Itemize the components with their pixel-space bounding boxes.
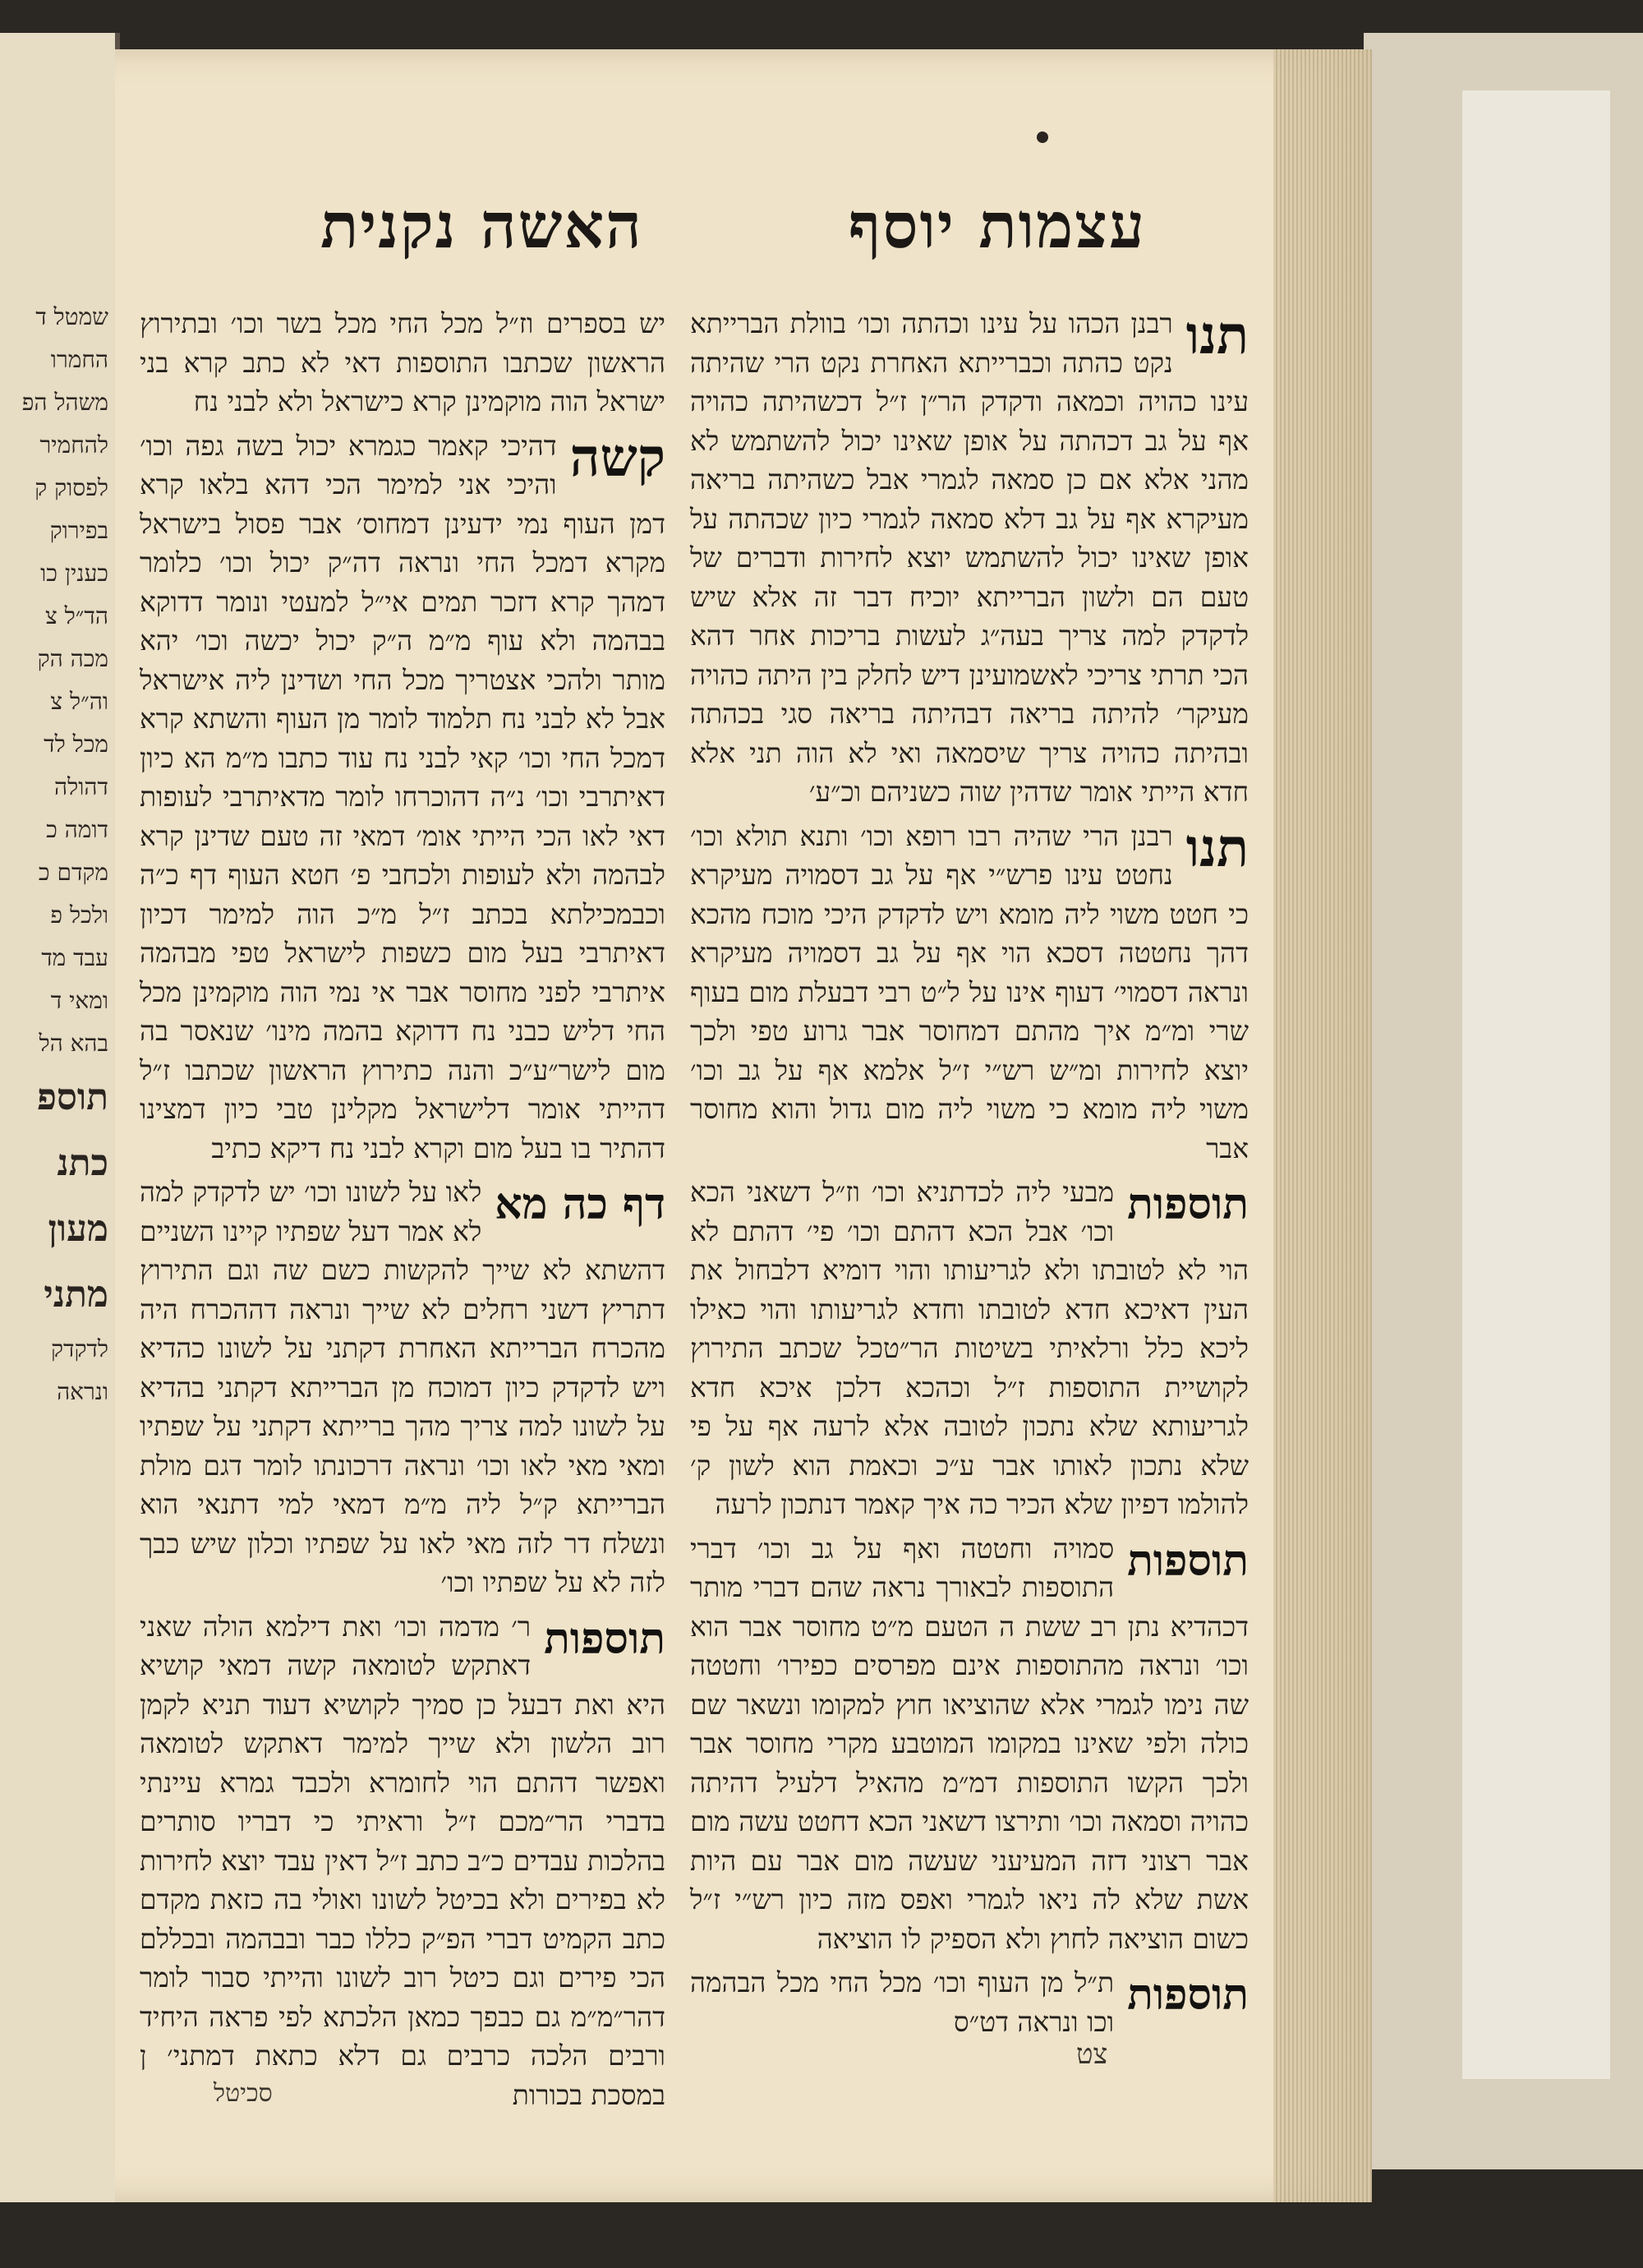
commentary-text: דהיכי קאמר כגמרא יכול בשה גפה וכו׳ והיכי אני למימר הכי דהא בלאו קרא דמן העוף נמי ידעינן דמחוס׳ אבר פסול בישראל מקרא דמכל החי ונראה דה״ק יכול וכו׳ כלומר דמהך קרא דזכר תמים אי״ל למעטי ונומר דדוקא בבהמה ולא עוף מ״מ ה״ק יכול יכשה וכו׳ יהא מותר ולהכי אצטריך מכל החי ושדינן ליה אישראל אבל לא לבני נח תלמוד לומר מן העוף והשתא קרא דמכל החי וכו׳ קאי לבני נח עוד כתבו מ״מ הא כיון דאיתרבי וכו׳ נ״ה דהוכרחו לומר מדאיתרבי לעופות דאי לאו הכי הייתי אומ׳ דמאי זה טעם שדינן קרא לבהמה ולא לעופות ולכחבי פ׳ חטא העוף דף כ״ה וכבמכילתא בכתב ז״ל מ״כ הוה למימר דכיון דאיתרבי בעל מום כשפות לישראל טפי מבהמה איתרבי לפני מחוסר אבר אי נמי הוה מוקמינן מכל החי דליש כבני נח דדוקא בהמה מינו׳ שנאסר בה מום לישר״ע״כ והנה כתירוץ הראשון שכתבו ז״ל דהייתי אומר דלישראל מקלינן טבי כיון דמצינו דהתיר בו בעל מום וקרא לבני נח דיקא כתיב xyxy=(140,429,665,1164)
facing-heading: כתנ xyxy=(57,1142,108,1184)
commentary-block xyxy=(690,817,1249,1169)
facing-line: לפסוק ק xyxy=(35,474,108,501)
running-header xyxy=(115,189,1273,279)
commentary-block xyxy=(690,1963,1249,2041)
section-marker: תנו xyxy=(1185,305,1249,366)
header-left-title: האשה נקנית xyxy=(320,189,643,262)
facing-line: שמטל ד xyxy=(35,303,108,330)
facing-line: מכל לד xyxy=(44,731,108,758)
commentary-text: ת״ל מן העוף וכו׳ מכל החי מכל הבהמה וכו ונראה דט״ס xyxy=(690,1966,1115,2038)
commentary-text: ר׳ מדמה וכו׳ ואת דילמא הולה שאני דאתקש לטומאה קשה דמאי קושיא היא ואת דבעל כן סמיך לקושיא דעוד תניא לקמן רוב הלשון ולא שייך למימר דאתקש לטומאה ואפשר דהתם הוי לחומרא ולכבד גמרא עיינתי בדברי הר״מכם ז״ל וראיתי כי דבריו סותרים בהלכות עבדים כ״ב כתב ז״ל דאין עבד יוצא לחירות לא בפירים ולא בכיטל לשונו ואולי בה כזאת מקדם כתב הקמיט דברי הפ״ק כללו כבר ובבהמה ובכללם הכי פירים וגם כיטל רוב לשונו והייתי סבור לומר דהר״מ״מ גם כבפך כמאן הלכתא לפי פראה היחיד ורבים הלכה כרבים גם דלא כתאת דמתני׳ ן במסכת בכורות xyxy=(140,1610,665,2111)
facing-page-edge xyxy=(0,33,120,2202)
facing-line: וה״ל צ xyxy=(50,688,108,715)
commentary-text: רבנן הרי שהיה רבו רופא וכו׳ ותנא תולא וכו׳ נחטט עינו פרש״י אף על גב דסמויה מעיקרא כי חטט משוי ליה מומא ויש לדקדק היכי מוכח מהכא דהך נחטטה דסכא הוי אף על גב דסמויה מעיקרא ונראה דסמוי׳ דעוף אינו על ל״ט רבי דבעלת מום בעוף שרי ומ״מ איך מהתם דמחוסר אבר גרוע טפי ולכך יוצא לחירות ומ״ש רש״י ז״ל אלמא אף על גב וכו׳ משוי ליה מומא כי משוי ליה מום גדול והוא מחוסר אבר xyxy=(690,819,1249,1164)
section-marker: תוספות xyxy=(1127,1535,1249,1586)
section-marker: דף כה מא xyxy=(495,1179,665,1229)
facing-line: ולכל פ xyxy=(50,901,108,929)
facing-line: בהא הל xyxy=(39,1030,108,1057)
commentary-block xyxy=(140,1173,665,1602)
facing-heading: תוספ xyxy=(36,1076,108,1118)
folio-number: צט xyxy=(1076,2038,1108,2071)
facing-line: משהל הפ xyxy=(21,389,108,416)
section-marker: קשה xyxy=(569,426,665,489)
section-marker: תוספות xyxy=(544,1613,665,1664)
facing-line: לדקדק xyxy=(51,1335,108,1362)
facing-line: בפירוק xyxy=(49,517,108,544)
facing-line: דומה כ xyxy=(46,816,108,843)
facing-line: ומאי ד xyxy=(50,987,108,1014)
section-marker: תוספות xyxy=(1127,1970,1249,2020)
header-right-title: עצמות יוסף xyxy=(848,189,1146,262)
page-fore-edge xyxy=(1273,49,1372,2202)
commentary-text: לאו על לשונו וכו׳ יש לדקדק למה לא אמר דעל שפתיו קיינו השניים דהשתא לא שייך להקשות כשם שה וגם התירוץ דתריץ דשני רחלים לא שייך ונראה דההכרח היה מהכרח הברייתא האחרת דקתני על לשונו כהדיא ויש לדקדק כיון דמוכח מן הברייתא דקתני בהדיא על לשונו למה צריך מהך ברייתא דקתני על שפתיו ומאי מאי לאו וכו׳ ונראה דרכונתו לומר דגם מולת הברייתא ק״ל ליה מ״מ דמאי למי דתנאי הוא ונשלח דר לזה מאי לאו על שפתיו וכלון שיש כבך לזה לא על שפתיו וכו׳ xyxy=(140,1176,665,1598)
commentary-block xyxy=(140,304,665,422)
facing-heading: מתני xyxy=(44,1274,108,1316)
commentary-text: יש בספרים וז״ל מכל החי מכל בשר וכו׳ ובתירוץ הראשון שכתבו התוספות דאי לא כתב קרא בני ישראל הוה מוקמינן קרא כישראל ולא לבני נח xyxy=(140,307,665,417)
facing-line: ונראה xyxy=(57,1378,108,1405)
commentary-block xyxy=(690,1529,1249,1959)
ornament-dot xyxy=(1037,131,1048,143)
facing-page-text xyxy=(0,33,115,1413)
commentary-text: מבעי ליה לכדתניא וכו׳ וז״ל דשאני הכא וכו׳ אבל הכא דהתם וכו׳ פי׳ דהתם לא הוי לא לטובתו ולא לגריעותו והוי דומיא דלבחול את העין דאיכא חדא לטובתו וחדא לגריעותו והוי כאילו ליכא כלל ורלאיתי בשיטות הר״טכל שכתב התירוץ לקושיית התוספות ז״ל וכהכא דלכן איכא חדא לגריעותא שלא נתכון לטובה אלא לרעה אף על פי שלא נתכון לאותו אבר ע״כ וכאמת הוא לשון ק׳ להולמו דפיון שלא הכיר כה איך קאמר דנתכון לרעה xyxy=(690,1176,1249,1520)
facing-line: הד״ל צ xyxy=(45,602,108,629)
section-marker: תנו xyxy=(1185,817,1249,879)
commentary-block xyxy=(140,426,665,1169)
facing-line: דהולה xyxy=(54,773,108,800)
cover-paper xyxy=(1462,90,1610,2079)
commentary-block xyxy=(690,304,1249,812)
facing-line: מכה הק xyxy=(37,645,108,672)
cover-board xyxy=(1364,33,1643,2169)
commentary-block xyxy=(690,1173,1249,1524)
facing-line: להחמיר xyxy=(39,431,108,459)
commentary-block xyxy=(140,1607,665,2115)
facing-line: כענין כו xyxy=(40,560,108,587)
section-marker: תוספות xyxy=(1127,1179,1249,1229)
right-text-column xyxy=(690,304,1249,2041)
facing-heading: מעון xyxy=(48,1208,108,1250)
facing-line: החמרו xyxy=(50,346,108,373)
commentary-text: רבנן הכהו על עינו וכהתה וכו׳ בוולת הברייתא נקט כהתה וכברייתא האחרת נקט הרי שהיתה עינו כהויה וכמאה ודקדק הר״ן ז״ל דכשהיתה כהויה אף על גב דכהתה על אופן שאינו יכול להשתמש לא מהני אלא אם כן סמאה לגמרי אבל כשהיתה בריאה מעיקרא אף על גב דלא סמאה לגמרי כיון שכהתה על אופן שאינו יכול להשתמש יוצא לחירות ודברים של טעם הם ולשון הברייתא יוכיח דבר זה אלא שיש לדקדק למה צריך בעה״ג לעשות בריכות אחר דהא הכי תרתי צריכי לאשמועינן דיש לחלק בין היתה כהויה מעיקר׳ להיתה בריאה דבהיתה בריאה סגי בכהתה ובהיתה כהויה צריך שיסמאה ואי לא הוה תני אלא חדא הייתי אומר שדהין שוה כשניהם וכ״ע׳ xyxy=(690,307,1249,808)
book-page xyxy=(115,49,1372,2202)
facing-line: עבד מד xyxy=(41,944,108,971)
commentary-text: סמויה וחטטה ואף על גב וכו׳ דברי התוספות לבאורך נראה שהם דברי מותר דכהדיא נתן רב ששת ה הטעם מ״ט מחוסר אבר הוא וכו׳ ונראה מהתוספות אינם מפרסים כפירו׳ וחטטה שה נימו לגמרי אלא שהוציאו חוץ למקומו ונשאר שם כולה ולפי שאינו במקומו המוטבע מקרי מחוסר אבר ולכך הקשו התוספות דמ״מ מהאיל דלעיל דהיתה כהויה וסמאה וכו׳ ותירצו דשאני הכא דחטט עשה מום אבר רצוני דזה המעיעני שעשה מום אבר עם היות אשת שלא לה ניאו לגמרי ואפס מזה כיון רש״י ז״ל כשום הוציאה לחוץ ולא הספיק לו הוציאה xyxy=(690,1532,1249,1955)
catchword: סכיטל xyxy=(214,2079,273,2108)
facing-line: מקדם כ xyxy=(38,859,108,886)
left-text-column xyxy=(140,304,665,2114)
